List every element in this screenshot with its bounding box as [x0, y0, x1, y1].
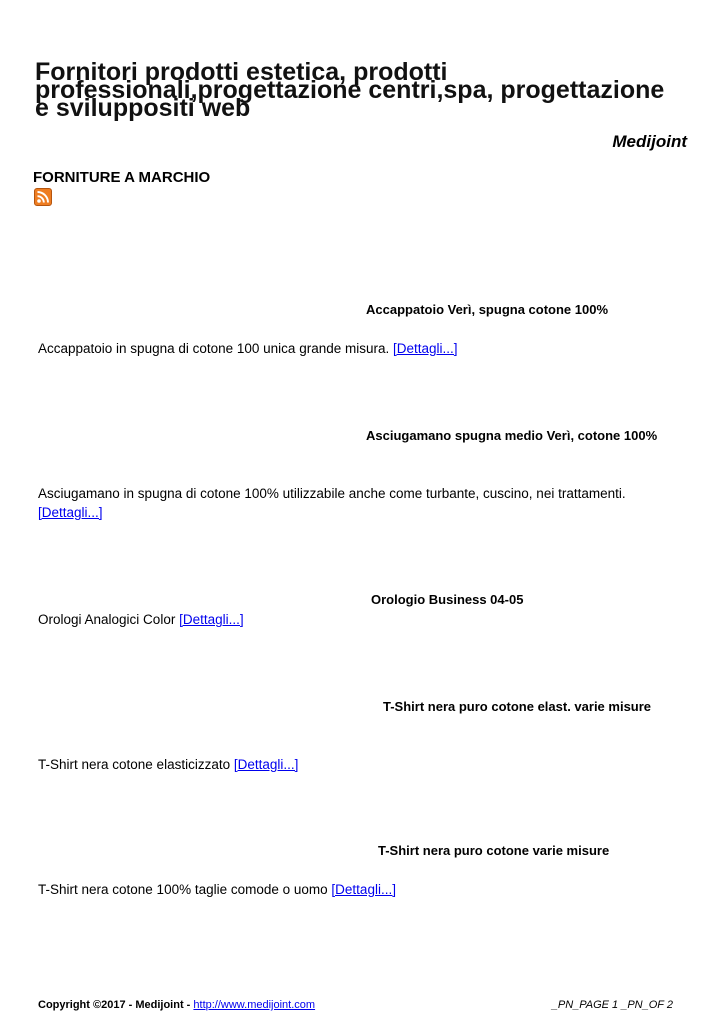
item-title: Asciugamano spugna medio Verì, cotone 100% [366, 428, 658, 443]
item-title: Accappatoio Verì, spugna cotone 100% [366, 302, 609, 317]
item-description-text: Asciugamano in spugna di cotone 100% utilizzabile anche come turbante, cuscino, nei trattamenti. [38, 486, 626, 501]
details-link[interactable]: [Dettagli...] [331, 882, 396, 897]
item-description-text: Accappatoio in spugna di cotone 100 unica grande misura. [38, 341, 393, 356]
item-description [38, 755, 678, 774]
item-description-text: T-Shirt nera cotone elasticizzato [38, 757, 234, 772]
item-description-text: T-Shirt nera cotone 100% taglie comode o uomo [38, 882, 332, 897]
item-title: Orologio Business 04-05 [371, 592, 524, 607]
item-description [38, 880, 678, 899]
rss-feed-icon[interactable] [34, 188, 52, 206]
details-link[interactable]: [Dettagli...] [179, 612, 244, 627]
footer-copyright [38, 999, 315, 1011]
copyright-text: Copyright ©2017 - Medijoint - [38, 999, 194, 1011]
item-description-text: Orologi Analogici Color [38, 612, 180, 627]
footer-url-link[interactable]: http://www.medijoint.com [193, 999, 316, 1011]
item-description [38, 610, 678, 629]
site-name: Medijoint [612, 132, 687, 151]
details-link[interactable]: [Dettagli...] [38, 505, 103, 520]
details-link[interactable]: [Dettagli...] [393, 341, 458, 356]
page-number: _PN_PAGE 1 _PN_OF 2 [551, 999, 673, 1011]
item-title: T-Shirt nera puro cotone elast. varie misure [383, 699, 652, 714]
page-title: Fornitori prodotti estetica, prodotti professionali,progettazione centri,spa, progettazione e sviluppositi web [35, 58, 665, 122]
item-title: T-Shirt nera puro cotone varie misure [378, 843, 610, 858]
section-title: FORNITURE A MARCHIO [33, 169, 211, 186]
item-description [38, 484, 678, 522]
item-description [38, 339, 678, 358]
details-link[interactable]: [Dettagli...] [233, 757, 299, 772]
